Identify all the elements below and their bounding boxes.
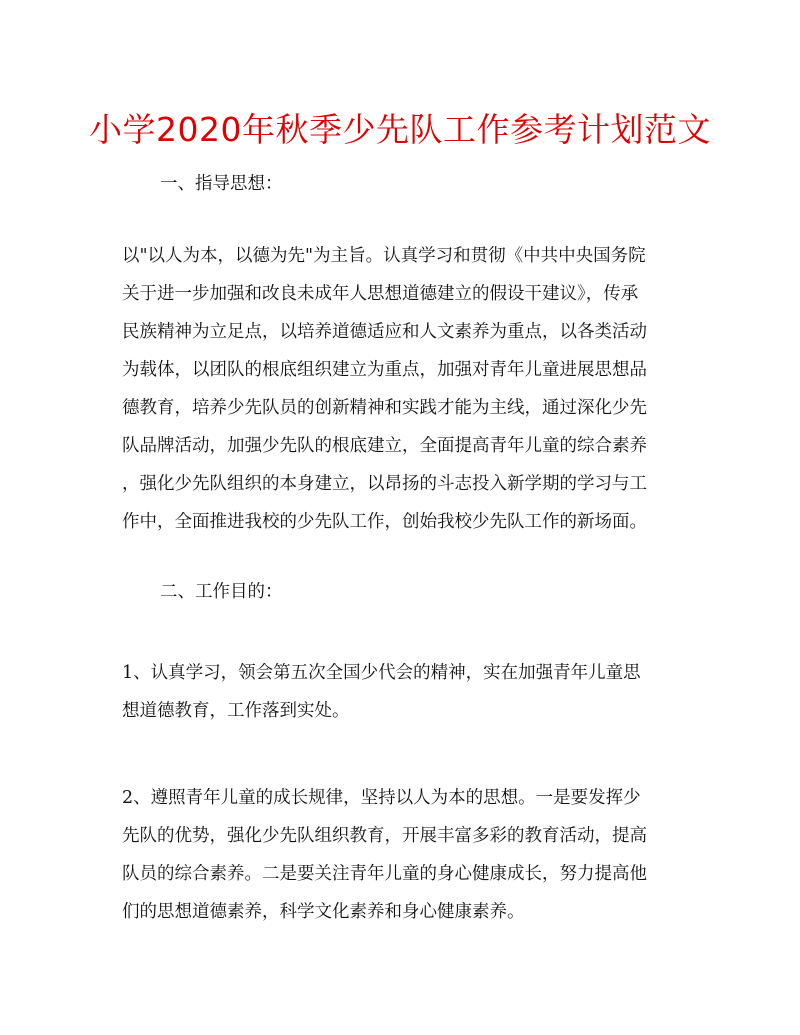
paragraph-line: 作中，全面推进我校的少先队工作，创始我校少先队工作的新场面。 <box>122 512 647 532</box>
section-heading-guiding-thought: 一、指导思想： <box>160 174 283 194</box>
paragraph-line: 以"以人为本，以德为先"为主旨。认真学习和贯彻《中共中央国务院 <box>122 246 646 266</box>
document-title: 小学2020年秋季少先队工作参考计划范文 <box>89 110 711 149</box>
paragraph-line: ，强化少先队组织的本身建立，以昂扬的斗志投入新学期的学习与工 <box>122 474 647 494</box>
paragraph-goal-1 <box>122 654 688 730</box>
paragraph-guiding-thought <box>122 237 688 541</box>
paragraph-line: 2、遵照青年儿童的成长规律，坚持以人为本的思想。一是要发挥少 <box>122 788 641 808</box>
paragraph-line: 民族精神为立足点，以培养道德适应和人文素养为重点，以各类活动 <box>122 322 647 342</box>
paragraph-goal-2 <box>122 779 688 931</box>
paragraph-line: 关于进一步加强和改良未成年人思想道德建立的假设干建议》，传承 <box>122 284 639 304</box>
section-heading-work-goals: 二、工作目的： <box>160 582 283 602</box>
paragraph-line: 先队的优势，强化少先队组织教育，开展丰富多彩的教育活动，提高 <box>122 826 647 846</box>
paragraph-line: 为载体，以团队的根底组织建立为重点，加强对青年儿童进展思想品 <box>122 360 647 380</box>
paragraph-line: 德教育，培养少先队员的创新精神和实践才能为主线，通过深化少先 <box>122 398 647 418</box>
paragraph-line: 队员的综合素养。二是要关注青年儿童的身心健康成长，努力提高他 <box>122 864 647 884</box>
paragraph-line: 们的思想道德素养，科学文化素养和身心健康素养。 <box>122 902 525 922</box>
paragraph-line: 队品牌活动，加强少先队的根底建立，全面提高青年儿童的综合素养 <box>122 436 647 456</box>
paragraph-line: 想道德教育，工作落到实处。 <box>122 701 350 721</box>
paragraph-line: 1、认真学习，领会第五次全国少代会的精神，实在加强青年儿童思 <box>122 663 641 683</box>
